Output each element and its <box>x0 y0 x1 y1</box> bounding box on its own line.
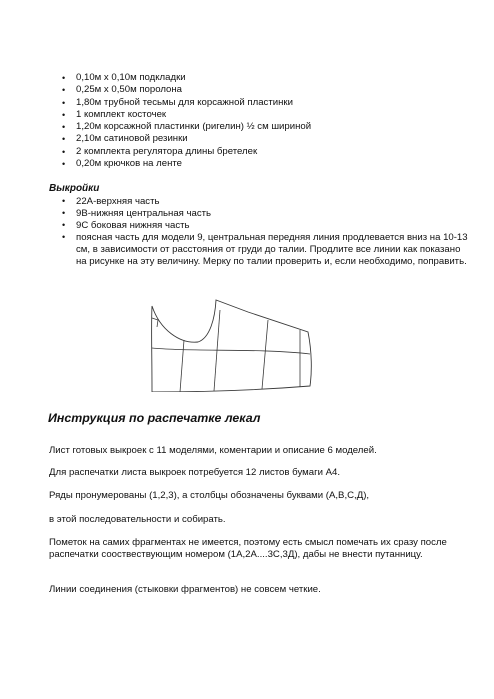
list-item: • 1,80м трубной тесьмы для корсажной пластинки <box>62 96 293 108</box>
paragraph: в этой последовательности и собирать. <box>49 514 226 525</box>
bullet: • <box>62 109 66 120</box>
list-item: • 0,25м х 0,50м поролона <box>62 84 182 96</box>
list-item: • 1,20м корсажной пластинки (ригелин) ½ см шириной <box>62 121 312 133</box>
sketch-seam-3 <box>262 320 268 389</box>
bullet: • <box>62 73 66 83</box>
materials-list <box>62 72 476 170</box>
list-item: • 0,10м х 0,10м подкладки <box>62 72 186 83</box>
bullet: • <box>62 231 66 242</box>
list-item: • 0,20м крючков на ленте <box>62 158 183 170</box>
instructions-title: Инструкция по распечатке лекал <box>48 411 261 425</box>
paragraph: Ряды пронумерованы (1,2,3), а столбцы обозначены буквами (А,В,С,Д), <box>49 490 370 501</box>
paragraph: Пометок на самих фрагментах не имеется, поэтому есть смысл помечать их сразу после распечатки сооствествующим номером (1А,2А....3С,3Д), дабы не внести путанницу. <box>49 537 447 561</box>
paragraph: Для распечатки листа выкроек потребуется 12 листов бумаги А4. <box>49 467 340 478</box>
bullet: • <box>62 85 66 96</box>
bullet: • <box>62 122 66 133</box>
bullet: • <box>62 146 66 157</box>
sketch-waist-line <box>152 348 310 354</box>
bullet: • <box>62 207 66 218</box>
list-item: • 2,10м сатиновой резинки <box>62 133 188 145</box>
pattern-sketch <box>140 290 320 392</box>
list-item: • поясная часть для модели 9, центральная передняя линия продлевается вниз на 10-13 см, в зависимости от расстояния от груди до талии. Продлите все линии как показано на рисунке на эту величину. Мерку по талии проверить и, если необходимо, поправить. <box>62 231 468 267</box>
patterns-list <box>62 196 468 267</box>
patterns-heading: Выкройки <box>49 183 100 194</box>
sketch-seam-1 <box>180 340 184 392</box>
bullet: • <box>62 159 66 170</box>
sketch-outline <box>152 300 312 392</box>
bullet: • <box>62 219 66 230</box>
list-item: • 22А-верхняя часть <box>62 196 160 207</box>
list-item: • 9В-нижняя центральная часть <box>62 207 212 219</box>
bullet: • <box>62 196 66 206</box>
bullet: • <box>62 134 66 145</box>
paragraph: Лист готовых выкроек с 11 моделями, коментарии и описание 6 моделей. <box>49 445 377 456</box>
paragraph: Линии соединения (стыковки фрагментов) не совсем четкие. <box>49 584 321 595</box>
bullet: • <box>62 97 66 108</box>
list-item: • 2 комплекта регулятора длины бретелек <box>62 145 258 157</box>
list-item: • 1 комплект косточек <box>62 108 167 120</box>
sketch-notch <box>152 318 158 327</box>
list-item: • 9С боковая нижняя часть <box>62 219 190 231</box>
